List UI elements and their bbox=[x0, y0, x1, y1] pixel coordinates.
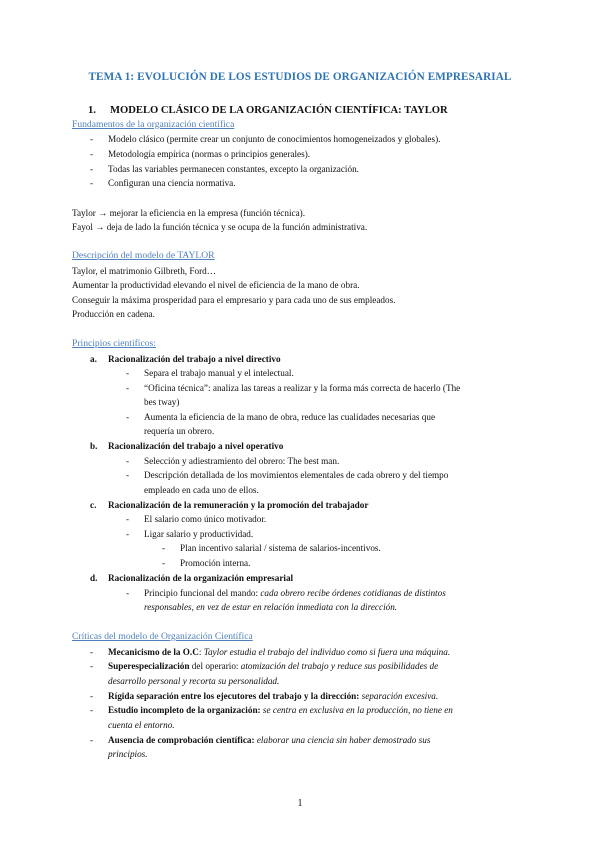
section-title: MODELO CLÁSICO DE LA ORGANIZACIÓN CIENTÍFICA: TAYLOR bbox=[110, 105, 448, 116]
page-number: 1 bbox=[297, 798, 303, 809]
list-item-continuation: desarrollo personal y recorta su personalidad. bbox=[108, 676, 280, 686]
principle-c-title: Racionalización de la remuneración y la promoción del trabajador bbox=[108, 500, 369, 510]
list-item-continuation: bes tway) bbox=[144, 397, 180, 407]
list-item-continuation: cuenta el entorno. bbox=[108, 720, 175, 730]
principle-a-title: Racionalización del trabajo a nivel directivo bbox=[108, 354, 281, 364]
principle-c-label: c. bbox=[90, 500, 97, 510]
section-number: 1. bbox=[88, 105, 96, 116]
principios-heading: Principios científicos: bbox=[72, 338, 156, 349]
list-item-continuation: responsables, en vez de estar en relación inmediata con la dirección. bbox=[144, 602, 398, 612]
principle-b-label: b. bbox=[90, 441, 98, 451]
descripcion-heading: Descripción del modelo de TAYLOR bbox=[72, 250, 215, 261]
principle-b-title: Racionalización del trabajo a nivel operativo bbox=[108, 441, 284, 451]
paragraph-line: Conseguir la máxima prosperidad para el empresario y para cada uno de sus empleados. bbox=[72, 295, 396, 305]
principle-d-title: Racionalización de la organización empresarial bbox=[108, 573, 294, 583]
page-title: TEMA 1: EVOLUCIÓN DE LOS ESTUDIOS DE ORGANIZACIÓN EMPRESARIAL bbox=[88, 71, 512, 83]
paragraph-line: Aumentar la productividad elevando el nivel de eficiencia de la mano de obra. bbox=[72, 280, 360, 290]
principle-a-label: a. bbox=[90, 354, 97, 364]
paragraph-line: Taylor, el matrimonio Gilbreth, Ford… bbox=[72, 266, 216, 276]
principle-d-label: d. bbox=[90, 573, 98, 583]
comparison-fayol: Fayol → deja de lado la función técnica y se ocupa de la función administrativa. bbox=[72, 222, 368, 232]
list-item-continuation: empleado en cada uno de ellos. bbox=[144, 485, 259, 495]
document-page: TEMA 1: EVOLUCIÓN DE LOS ESTUDIOS DE ORGANIZACIÓN EMPRESARIAL 1. MODELO CLÁSICO DE LA ORGANIZACIÓN CIENTÍFICA: TAYLOR Fundamentos de la organización científica - Modelo clásico (permite crear un conjunto de conocimientos homogeneizados y globales). - Metodología empírica (normas o principios generales). - Todas las variables permanecen constantes, excepto la organización. - Configuran una ciencia normativa. Taylor → mejorar la eficiencia en la empresa (función técnica). Fayol → deja de lado la función técnica y se ocupa de la función administrativa. Descripción del modelo de TAYLOR Taylor, el matrimonio Gilbreth, Ford… Aumentar la productividad elevando el nivel de eficiencia de la mano de obra. Conseguir la máxima prosperidad para el empresario y para cada uno de sus empleados. Producción en cadena. Principios científicos: a. Racionalización del trabajo a nivel directivo - Separa el trabajo manual y el intelectual. - “Oficina técnica”: analiza las tareas a realizar y la forma más correcta de hacerlo (The bes tway) - Aumenta la eficiencia de la mano de obra, reduce las cualidades necesarias que requería un obrero. b. Racionalización del trabajo a nivel operativo - Selección y adiestramiento del obrero: The best man. - Descripción detallada de los movimientos elementales de cada obrero y del tiempo empleado en cada uno de ellos. c. Racionalización de la remuneración y la promoción del trabajador - El salario como único motivador. - Ligar salario y productividad. - Plan incentivo salarial / sistema de salarios-incentivos. - Promoción interna. d. Racionalización de la organización empresarial - Principio funcional del mando: cada obrero recibe órdenes cotidianas de distintos responsables, en vez de estar en relación inmediata con la dirección. Críticas del modelo de Organización Científica - Mecanicismo de la O.C: Taylor estudia el trabajo del individuo como si fuera una máquina. - Superespecialización del operario: atomización del trabajo y reduce sus posibilidades de desarrollo personal y recorta su personalidad. - Rígida separación entre los ejecutores del trabajo y la dirección: separación excesiva. - Estudio incompleto de la organización: se centra en exclusiva en la producción, no tiene en cuenta el entorno. - Ausencia de comprobación científica: elaborar una ciencia sin haber demostrado sus principios. 1 bbox=[0, 0, 600, 848]
comparison-taylor: Taylor → mejorar la eficiencia en la empresa (función técnica). bbox=[72, 208, 306, 218]
paragraph-line: Producción en cadena. bbox=[72, 309, 155, 319]
criticas-heading: Críticas del modelo de Organización Científica bbox=[72, 631, 253, 642]
list-item-continuation: principios. bbox=[108, 749, 148, 759]
section-heading bbox=[88, 104, 448, 119]
list-item-continuation: requería un obrero. bbox=[144, 426, 215, 436]
fundamentos-heading: Fundamentos de la organización científica bbox=[72, 119, 235, 130]
